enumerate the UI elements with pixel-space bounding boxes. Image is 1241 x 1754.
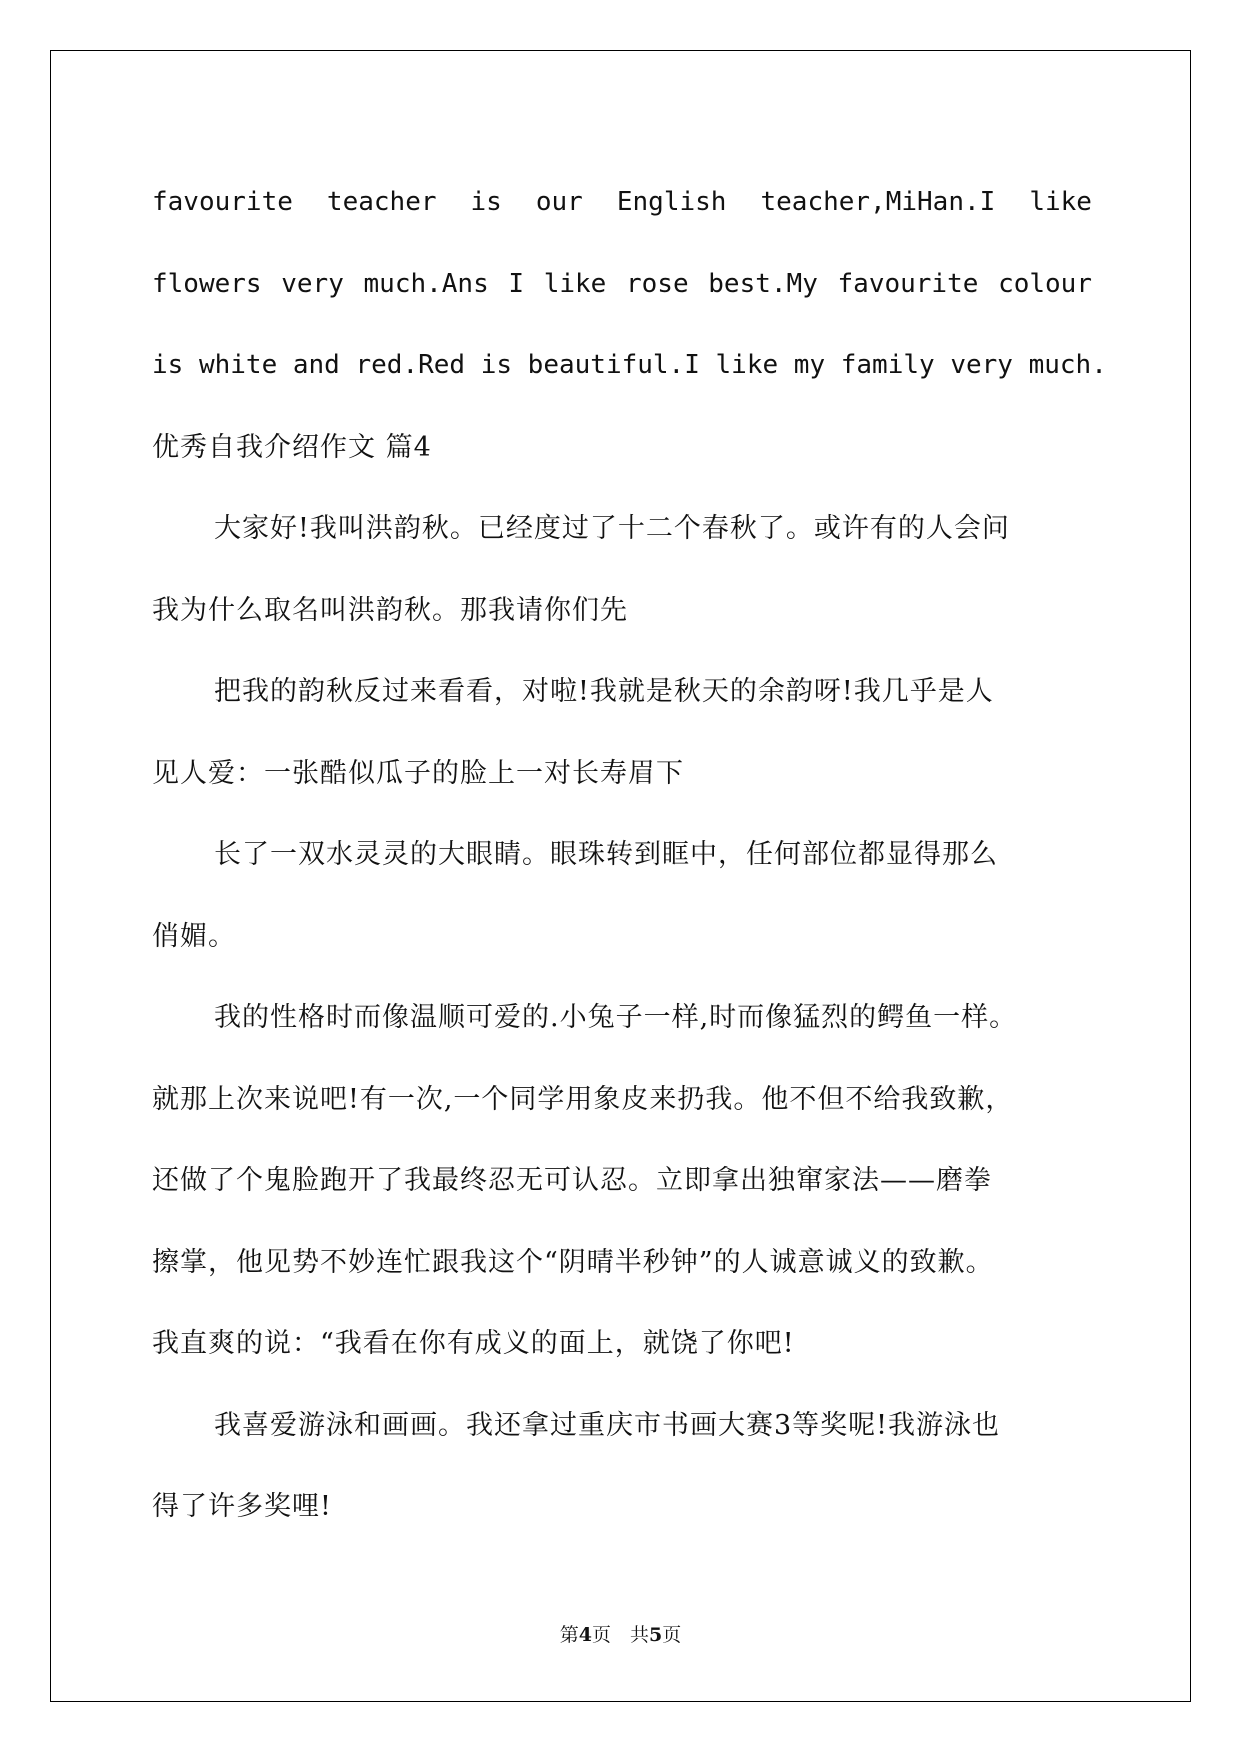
paragraph-2-line-1: 把我的韵秋反过来看看，对啦!我就是秋天的余韵呀!我几乎是人: [214, 676, 994, 707]
footer-current-page: 4: [578, 1624, 592, 1646]
word: favourite: [152, 187, 293, 217]
english-line-2: [152, 244, 1092, 326]
paragraph-3-line-2: 俏媚。: [152, 920, 236, 952]
word: flowers: [152, 268, 262, 299]
word: like: [543, 268, 607, 299]
paragraph-4-line-2: 就那上次来说吧!有一次,一个同学用象皮来扔我。他不但不给我致歉，: [152, 1083, 1014, 1115]
footer-total-pages: 5: [649, 1624, 663, 1646]
paragraph-4-line-1: 我的性格时而像温顺可爱的.小兔子一样,时而像猛烈的鳄鱼一样。: [214, 1002, 1018, 1033]
paragraph-5-line-1: 我喜爱游泳和画画。我还拿过重庆市书画大赛3等奖呢!我游泳也: [214, 1409, 1001, 1441]
word: is: [470, 187, 502, 217]
paragraph-1-line-2: 我为什么取名叫洪韵秋。那我请你们先: [152, 594, 628, 626]
paragraph-4-line-4: 擦掌，他见势不妙连忙跟我这个“阴晴半秒钟”的人诚意诚义的致歉。: [152, 1246, 994, 1278]
footer-middle: 页 共: [591, 1624, 649, 1646]
paragraph-4-line-5: 我直爽的说：“我看在你有成义的面上，就饶了你吧!: [152, 1328, 795, 1359]
document-body: [152, 162, 1107, 1548]
word: much.Ans: [363, 268, 489, 299]
word: rose: [626, 268, 689, 299]
word: favourite: [837, 268, 979, 299]
word: best.My: [708, 268, 818, 299]
paragraph-4-line-3: 还做了个鬼脸跑开了我最终忍无可认忍。立即拿出独窜家法——磨拳: [152, 1165, 992, 1196]
word: very: [281, 268, 344, 299]
english-line-3: is white and red.Red is beautiful.I like my family very much.: [152, 350, 1107, 380]
word: our: [535, 187, 583, 217]
word: English: [616, 187, 727, 217]
footer-suffix: 页: [662, 1624, 682, 1646]
word: like: [1029, 187, 1092, 217]
english-line-1: [152, 162, 1092, 244]
word: teacher,MiHan.I: [760, 187, 996, 217]
section-heading: 优秀自我介绍作文 篇4: [152, 431, 432, 463]
word: teacher: [326, 187, 437, 217]
footer-prefix: 第: [559, 1624, 579, 1646]
page-footer: [0, 1620, 1241, 1647]
paragraph-5-line-2: 得了许多奖哩!: [152, 1491, 332, 1522]
paragraph-1-line-1: 大家好!我叫洪韵秋。已经度过了十二个春秋了。或许有的人会问: [214, 513, 1010, 544]
paragraph-3-line-1: 长了一双水灵灵的大眼睛。眼珠转到眶中，任何部位都显得那么: [214, 839, 998, 870]
word: colour: [998, 268, 1092, 299]
paragraph-2-line-2: 见人爱：一张酷似瓜子的脸上一对长寿眉下: [152, 757, 684, 789]
word: I: [508, 268, 525, 299]
